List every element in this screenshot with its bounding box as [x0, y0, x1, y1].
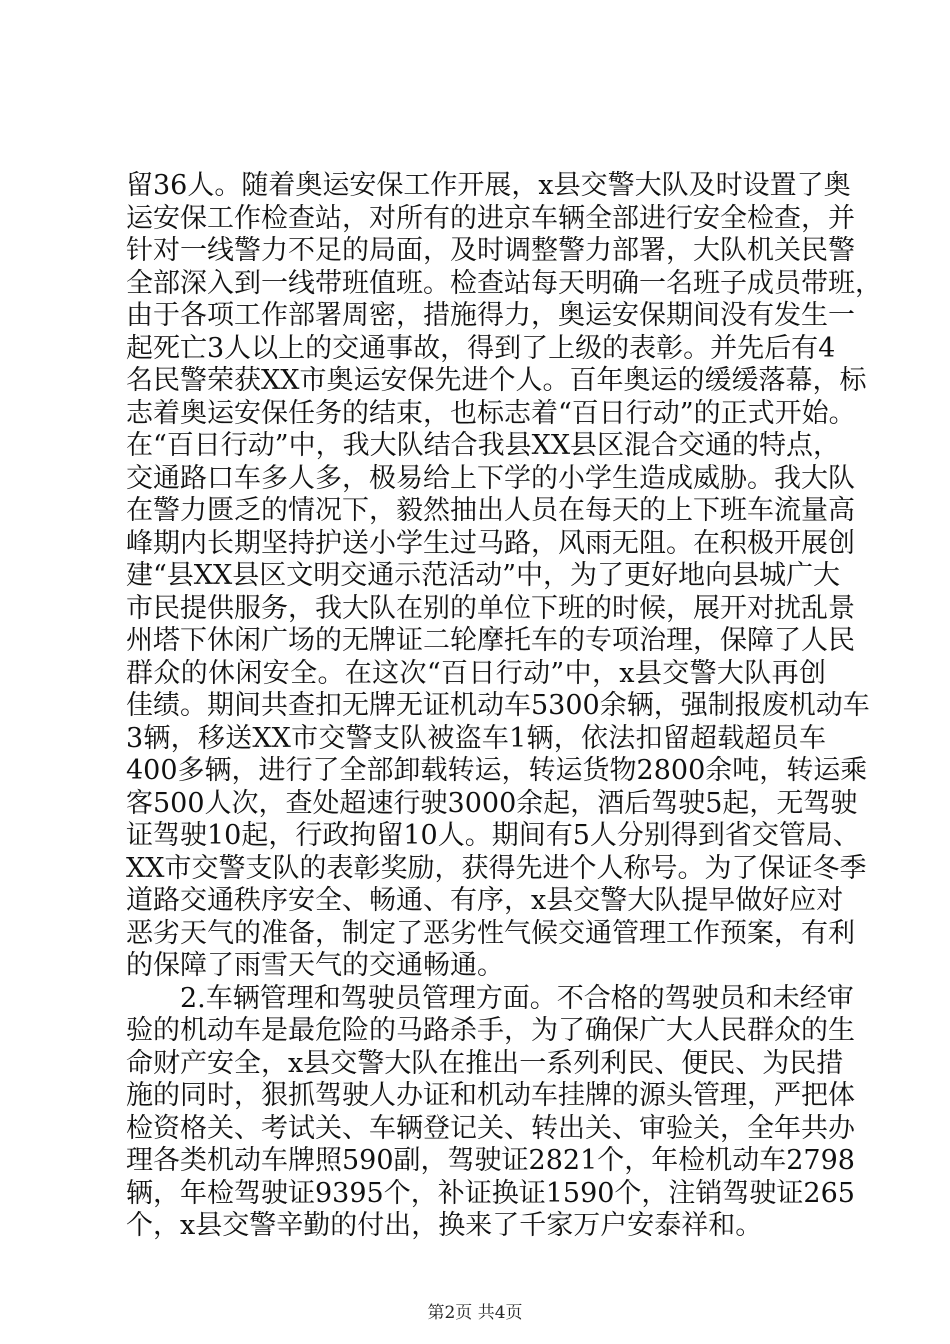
text-line: 证驾驶10起，行政拘留10人。期间有5人分别得到省交管局、 [126, 820, 860, 851]
text-line: 全部深入到一线带班值班。检查站每天明确一名班子成员带班， [126, 267, 882, 299]
page-number: 第2页 共4页 [427, 1303, 523, 1323]
paragraph-1 [126, 170, 882, 983]
document-body [126, 170, 882, 1243]
text-line: 客500人次，查处超速行驶3000余起，酒后驾驶5起，无驾驶 [126, 787, 858, 819]
text-line: 佳绩。期间共查扣无牌无证机动车5300余辆，强制报废机动车 [126, 690, 870, 721]
text-line: 交通路口车多人多，极易给上下学的小学生造成威胁。我大队 [126, 462, 855, 494]
text-line: 道路交通秩序安全、畅通、有序，x县交警大队提早做好应对 [126, 885, 844, 916]
text-line: 命财产安全，x县交警大队在推出一系列利民、便民、为民措 [126, 1047, 844, 1079]
text-line: 3辆，移送XX市交警支队被盗车1辆，依法扣留超载超员车 [126, 722, 826, 754]
text-line: 州塔下休闲广场的无牌证二轮摩托车的专项治理，保障了人民 [126, 625, 855, 656]
paragraph-2 [126, 982, 855, 1243]
text-line: 验的机动车是最危险的马路杀手，为了确保广大人民群众的生 [126, 1015, 855, 1046]
text-line: 施的同时，狠抓驾驶人办证和机动车挂牌的源头管理，严把体 [126, 1080, 855, 1111]
text-line: 志着奥运安保任务的结束，也标志着“百日行动”的正式开始。 [126, 397, 856, 429]
text-line: 在“百日行动”中，我大队结合我县XX县区混合交通的特点， [126, 430, 841, 461]
text-line: 理各类机动车牌照590副，驾驶证2821个，年检机动车2798 [126, 1145, 855, 1176]
text-line: 市民提供服务，我大队在别的单位下班的时候，展开对扰乱景 [126, 592, 855, 624]
text-line: 个，x县交警辛勤的付出，换来了千家万户安泰祥和。 [126, 1210, 763, 1241]
text-line: 针对一线警力不足的局面，及时调整警力部署，大队机关民警 [126, 235, 855, 266]
text-line: 运安保工作检查站，对所有的进京车辆全部进行安全检查，并 [126, 202, 855, 234]
text-line: 名民警荣获XX市奥运安保先进个人。百年奥运的缓缓落幕，标 [126, 365, 867, 396]
text-line: 2.车辆管理和驾驶员管理方面。不合格的驾驶员和未经审 [180, 982, 854, 1014]
text-line: 留36人。随着奥运安保工作开展，x县交警大队及时设置了奥 [126, 170, 851, 201]
text-line: XX市交警支队的表彰奖励，获得先进个人称号。为了保证冬季 [126, 852, 867, 884]
text-line: 辆，年检驾驶证9395个，补证换证1590个，注销驾驶证265 [126, 1177, 855, 1209]
text-line: 400多辆，进行了全部卸载转运，转运货物2800余吨，转运乘 [126, 755, 868, 786]
text-line: 建“县XX县区文明交通示范活动”中，为了更好地向县城广大 [126, 560, 841, 591]
text-line: 起死亡3人以上的交通事故，得到了上级的表彰。并先后有4 [126, 332, 836, 364]
page-footer [0, 1298, 950, 1323]
text-line: 由于各项工作部署周密，措施得力，奥运安保期间没有发生一 [126, 300, 855, 331]
text-line: 的保障了雨雪天气的交通畅通。 [126, 950, 504, 981]
text-line: 群众的休闲安全。在这次“百日行动”中，x县交警大队再创 [126, 657, 826, 689]
text-line: 检资格关、考试关、车辆登记关、转出关、审验关，全年共办 [126, 1112, 855, 1144]
text-line: 恶劣天气的准备，制定了恶劣性气候交通管理工作预案，有利 [126, 917, 855, 949]
text-line: 峰期内长期坚持护送小学生过马路，风雨无阻。在积极开展创 [126, 527, 855, 559]
text-line: 在警力匮乏的情况下，毅然抽出人员在每天的上下班车流量高 [126, 495, 855, 526]
